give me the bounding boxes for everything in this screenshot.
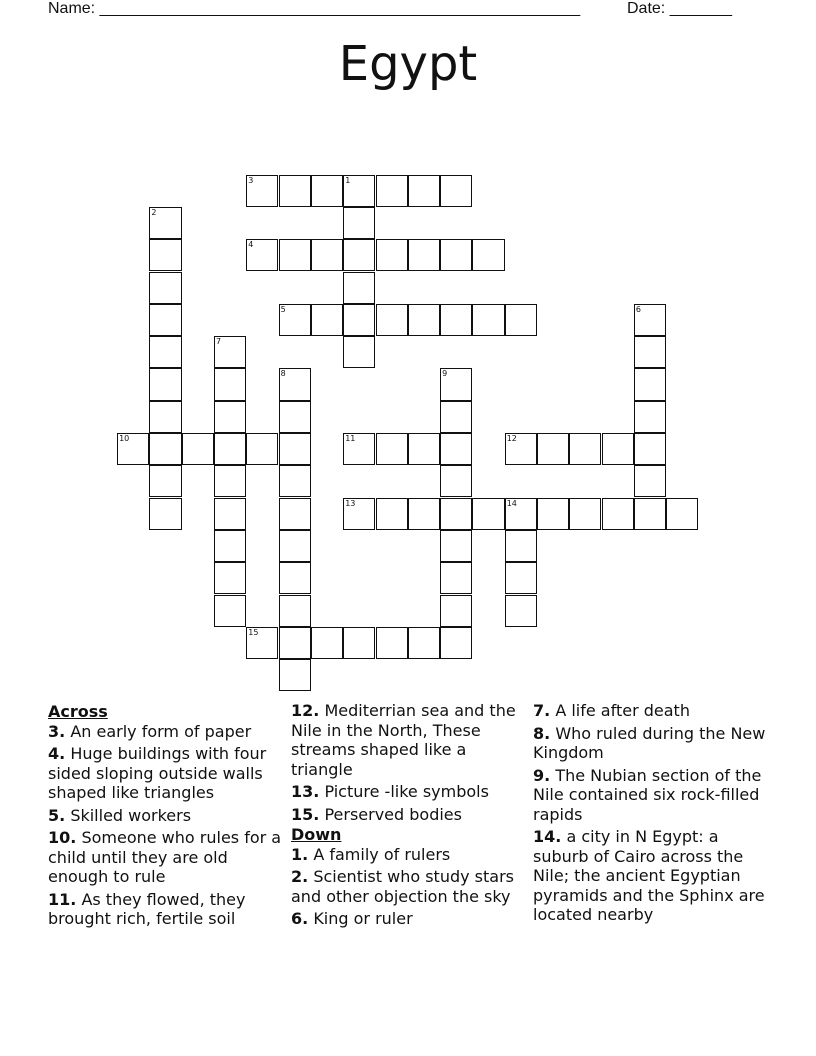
grid-cell[interactable]: [537, 433, 569, 465]
grid-cell[interactable]: [343, 336, 375, 368]
grid-cell[interactable]: [440, 627, 472, 659]
grid-cell[interactable]: [408, 433, 440, 465]
grid-cell[interactable]: [149, 498, 181, 530]
clue-text: A life after death: [555, 701, 690, 720]
grid-cell[interactable]: [343, 239, 375, 271]
grid-cell[interactable]: [569, 498, 601, 530]
clues-column-3: [533, 701, 769, 925]
clue-text: A family of rulers: [313, 844, 451, 864]
grid-cell[interactable]: [279, 401, 311, 433]
grid-cell[interactable]: [214, 401, 246, 433]
grid-cell[interactable]: [214, 433, 246, 465]
grid-cell[interactable]: [214, 368, 246, 400]
grid-cell[interactable]: [505, 498, 537, 530]
grid-cell[interactable]: [634, 465, 666, 497]
clue: [48, 828, 284, 887]
clue-number-label: 8.: [533, 723, 551, 743]
clue-number: 5: [280, 304, 286, 314]
clue-number: 8: [280, 369, 286, 379]
clue-number-label: 10.: [48, 828, 77, 847]
clue-number-label: 5.: [48, 805, 66, 825]
grid-cell[interactable]: [149, 304, 181, 336]
grid-cell[interactable]: [505, 562, 537, 594]
grid-cell[interactable]: [214, 562, 246, 594]
clue-text: King or ruler: [313, 909, 413, 928]
clue-number-label: 4.: [48, 744, 66, 763]
grid-cell[interactable]: [343, 207, 375, 239]
grid-cell[interactable]: [279, 530, 311, 562]
across-clue-list: [48, 722, 284, 929]
down-clue-list-continued: [533, 701, 769, 925]
clue: [533, 701, 769, 721]
clue-text: Mediterrian sea and the Nile in the North, These streams shaped like a triangle: [291, 701, 516, 779]
clue-number: 2: [151, 207, 157, 217]
grid-cell[interactable]: [279, 595, 311, 627]
clue: [291, 782, 527, 802]
clue-number: 6: [635, 304, 641, 314]
clues-column-1: [48, 701, 284, 929]
grid-cell[interactable]: [343, 433, 375, 465]
grid-cell[interactable]: [279, 239, 311, 271]
grid-cell[interactable]: [472, 239, 504, 271]
clue-text: An early form of paper: [70, 721, 252, 741]
grid-cell[interactable]: [246, 239, 278, 271]
grid-cell[interactable]: [311, 627, 343, 659]
clue-number-label: 13.: [291, 782, 320, 801]
clue-number: 4: [248, 240, 254, 250]
clue-number: 3: [248, 175, 254, 185]
grid-cell[interactable]: [408, 498, 440, 530]
clue: [291, 845, 527, 865]
grid-cell[interactable]: [149, 272, 181, 304]
grid-cell[interactable]: [279, 498, 311, 530]
grid-cell[interactable]: [311, 175, 343, 207]
grid-cell[interactable]: [537, 498, 569, 530]
grid-cell[interactable]: [408, 239, 440, 271]
grid-cell[interactable]: [634, 336, 666, 368]
grid-cell[interactable]: [376, 627, 408, 659]
clue: [291, 701, 527, 779]
grid-cell[interactable]: [505, 530, 537, 562]
grid-cell[interactable]: [214, 465, 246, 497]
clue: [291, 867, 527, 906]
clue-number-label: 14.: [533, 827, 562, 846]
grid-cell[interactable]: [149, 336, 181, 368]
clue-text: Skilled workers: [70, 805, 192, 825]
grid-cell[interactable]: [279, 175, 311, 207]
grid-cell[interactable]: [666, 498, 698, 530]
grid-cell[interactable]: [472, 498, 504, 530]
clue-number: 11: [345, 434, 356, 443]
clue-text: The Nubian section of the Nile contained six rock-filled rapids: [533, 765, 762, 824]
clue: [48, 890, 284, 929]
grid-cell[interactable]: [214, 530, 246, 562]
clue-number-label: 9.: [533, 765, 551, 785]
grid-cell[interactable]: [214, 595, 246, 627]
grid-cell[interactable]: [408, 627, 440, 659]
clue: [48, 744, 284, 803]
grid-cell[interactable]: [149, 239, 181, 271]
down-heading: Down: [291, 825, 342, 844]
grid-cell[interactable]: [214, 336, 246, 368]
page-title: Egypt: [338, 36, 478, 92]
grid-cell[interactable]: [279, 368, 311, 400]
grid-cell[interactable]: [440, 562, 472, 594]
grid-cell[interactable]: [279, 304, 311, 336]
grid-cell[interactable]: [440, 175, 472, 207]
grid-cell[interactable]: [343, 304, 375, 336]
grid-cell[interactable]: [505, 433, 537, 465]
clue-number: 1: [345, 175, 351, 185]
clue-number-label: 12.: [291, 701, 320, 720]
clue-text: Huge buildings with four sided sloping outside walls shaped like triangles: [48, 744, 267, 802]
grid-cell[interactable]: [279, 562, 311, 594]
grid-cell[interactable]: [408, 175, 440, 207]
clue-text: Perserved bodies: [324, 804, 462, 824]
grid-cell[interactable]: [408, 304, 440, 336]
grid-cell[interactable]: [311, 304, 343, 336]
grid-cell[interactable]: [602, 433, 634, 465]
grid-cell[interactable]: [214, 498, 246, 530]
grid-cell[interactable]: [149, 465, 181, 497]
grid-cell[interactable]: [634, 401, 666, 433]
grid-cell[interactable]: [279, 659, 311, 691]
grid-cell[interactable]: [343, 498, 375, 530]
grid-cell[interactable]: [440, 530, 472, 562]
clue-text: a city in N Egypt: a suburb of Cairo across the Nile; the ancient Egyptian pyramids and the Sphinx are located nearby: [533, 827, 765, 924]
clue-text: Who ruled during the New Kingdom: [533, 723, 766, 762]
grid-cell[interactable]: [149, 368, 181, 400]
clue: [48, 722, 284, 742]
grid-cell[interactable]: [376, 498, 408, 530]
clue-number: 7: [216, 337, 222, 347]
grid-cell[interactable]: [246, 175, 278, 207]
grid-cell[interactable]: [440, 304, 472, 336]
grid-cell[interactable]: [182, 433, 214, 465]
grid-cell[interactable]: [376, 433, 408, 465]
grid-cell[interactable]: [569, 433, 601, 465]
grid-cell[interactable]: [149, 207, 181, 239]
grid-cell[interactable]: [440, 401, 472, 433]
grid-cell[interactable]: [246, 627, 278, 659]
grid-cell[interactable]: [634, 304, 666, 336]
clue-number-label: 2.: [291, 867, 309, 886]
grid-cell[interactable]: [343, 627, 375, 659]
name-field-line: Name: ______________________________________________________: [48, 0, 581, 17]
clue-text: Scientist who study stars and other objection the sky: [291, 867, 514, 906]
clue: [48, 806, 284, 826]
clue: [291, 805, 527, 825]
clue-number-label: 15.: [291, 804, 320, 824]
grid-cell[interactable]: [246, 433, 278, 465]
clue-text: Someone who rules for a child until they are old enough to rule: [48, 828, 282, 886]
grid-cell[interactable]: [149, 433, 181, 465]
grid-cell[interactable]: [279, 627, 311, 659]
clue-number: 13: [345, 498, 356, 508]
clue-number: 14: [506, 498, 517, 508]
grid-cell[interactable]: [440, 368, 472, 400]
clue-text: Picture -like symbols: [324, 782, 489, 801]
clue: [533, 766, 769, 825]
grid-cell[interactable]: [602, 498, 634, 530]
grid-cell[interactable]: [376, 304, 408, 336]
grid-cell[interactable]: [440, 595, 472, 627]
grid-cell[interactable]: [343, 272, 375, 304]
grid-cell[interactable]: [279, 433, 311, 465]
grid-cell[interactable]: [634, 433, 666, 465]
grid-cell[interactable]: [634, 368, 666, 400]
clue: [291, 909, 527, 929]
clues-column-2: [291, 701, 527, 929]
grid-cell[interactable]: [117, 433, 149, 465]
clue-number: 10: [119, 434, 130, 443]
grid-cell[interactable]: [472, 304, 504, 336]
grid-cell[interactable]: [440, 465, 472, 497]
grid-cell[interactable]: [440, 239, 472, 271]
clue-number-label: 3.: [48, 721, 66, 741]
grid-cell[interactable]: [440, 498, 472, 530]
date-field-line: Date: _______: [627, 0, 732, 17]
clue: [533, 724, 769, 763]
grid-cell[interactable]: [311, 239, 343, 271]
grid-cell[interactable]: [634, 498, 666, 530]
clue-number: 15: [248, 627, 259, 637]
clue-number: 9: [442, 369, 448, 379]
clue-number-label: 11.: [48, 889, 77, 909]
clue-text: As they flowed, they brought rich, fertile soil: [48, 889, 246, 928]
grid-cell[interactable]: [343, 175, 375, 207]
grid-cell[interactable]: [440, 433, 472, 465]
grid-cell[interactable]: [376, 239, 408, 271]
grid-cell[interactable]: [376, 175, 408, 207]
across-heading: Across: [48, 702, 108, 721]
down-clue-list: [291, 845, 527, 929]
grid-cell[interactable]: [505, 304, 537, 336]
grid-cell[interactable]: [149, 401, 181, 433]
clue-number-label: 6.: [291, 909, 309, 928]
grid-cell[interactable]: [279, 465, 311, 497]
clue-number: 12: [506, 434, 517, 443]
clue-number-label: 1.: [291, 844, 309, 864]
across-clue-list-continued: [291, 701, 527, 824]
grid-cell[interactable]: [505, 595, 537, 627]
clue: [533, 827, 769, 925]
clue-number-label: 7.: [533, 701, 551, 720]
